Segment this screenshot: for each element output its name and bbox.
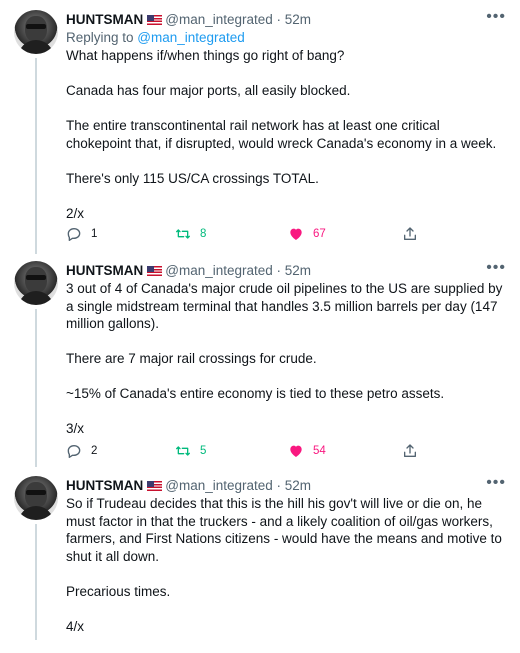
author-name[interactable]: HUNTSMAN	[66, 478, 144, 493]
tweet-paragraph: 2/x	[66, 205, 85, 221]
reply-button[interactable]	[66, 443, 97, 459]
like-button[interactable]	[288, 226, 326, 242]
author-name[interactable]: HUNTSMAN	[66, 263, 144, 278]
us-flag-icon	[147, 15, 162, 25]
tweet-paragraph: What happens if/when things go right of bang?	[66, 48, 345, 63]
share-button[interactable]	[402, 443, 418, 459]
retweet-button[interactable]	[175, 443, 206, 459]
avatar[interactable]	[14, 261, 58, 305]
timestamp[interactable]: · 52m	[276, 478, 312, 493]
retweet-button[interactable]	[175, 226, 206, 242]
thread-line	[35, 58, 37, 254]
reply-icon	[66, 443, 82, 459]
tweet-paragraph: Canada has four major ports, all easily blocked.	[66, 83, 351, 98]
tweet-header	[66, 477, 508, 495]
tweet-paragraph: 4/x	[66, 618, 85, 634]
tweet-paragraph: The entire transcontinental rail network has at least one critical chokepoint that, if disrupted, would wreck Canada's economy in a week.	[66, 118, 497, 151]
tweet-paragraph: ~15% of Canada's entire economy is tied to these petro assets.	[66, 386, 445, 401]
share-icon	[402, 226, 418, 242]
retweet-icon	[175, 443, 191, 459]
share-button[interactable]	[402, 226, 418, 242]
more-icon[interactable]: •••	[486, 259, 506, 276]
tweet-paragraph: There are 7 major rail crossings for crude.	[66, 351, 317, 366]
more-icon[interactable]: •••	[486, 8, 506, 25]
like-count: 67	[313, 228, 326, 240]
tweet-paragraph: 3/x	[66, 421, 85, 436]
retweet-count: 8	[200, 228, 207, 240]
author-name[interactable]: HUNTSMAN	[66, 12, 144, 27]
thread-line	[35, 524, 37, 640]
tweet-text	[66, 47, 508, 222]
thread-line	[35, 309, 37, 467]
us-flag-icon	[147, 481, 162, 491]
author-handle[interactable]: @man_integrated	[165, 478, 273, 493]
tweet-text	[66, 495, 508, 635]
reply-count: 1	[91, 228, 98, 240]
avatar[interactable]	[14, 476, 58, 520]
reply-count: 2	[91, 445, 98, 457]
retweet-icon	[175, 226, 191, 242]
tweet-actions	[66, 226, 508, 246]
tweet-actions	[66, 443, 508, 463]
share-icon	[402, 443, 418, 459]
tweet-paragraph: 3 out of 4 of Canada's major crude oil pipelines to the US are supplied by a single midstream terminal that handles 3.5 million barrels per day (147 million gallons).	[66, 281, 503, 331]
tweet-text	[66, 280, 508, 438]
replying-to: Replying to @man_integrated	[66, 30, 245, 45]
us-flag-icon	[147, 266, 162, 276]
timestamp[interactable]: · 52m	[276, 263, 312, 278]
author-handle[interactable]: @man_integrated	[165, 263, 273, 278]
tweet-paragraph: Precarious times.	[66, 583, 171, 599]
more-icon[interactable]: •••	[486, 474, 506, 491]
reply-button[interactable]	[66, 226, 97, 242]
tweet-paragraph: So if Trudeau decides that this is the hill his gov't will live or die on, he must factor in that the truckers - and a likely coalition of oil/gas workers, farmers, and First Nations citizens - would have the means and motive to shut it all down.	[66, 496, 502, 564]
like-button[interactable]	[288, 443, 326, 459]
heart-icon	[288, 226, 304, 242]
timestamp[interactable]: · 52m	[276, 12, 312, 27]
tweet-header	[66, 11, 508, 29]
author-handle[interactable]: @man_integrated	[165, 12, 273, 27]
reply-to-link[interactable]: @man_integrated	[137, 30, 245, 45]
tweet-paragraph: There's only 115 US/CA crossings TOTAL.	[66, 170, 319, 186]
like-count: 54	[313, 445, 326, 457]
tweet-header	[66, 262, 508, 280]
reply-icon	[66, 226, 82, 242]
avatar[interactable]	[14, 10, 58, 54]
retweet-count: 5	[200, 445, 207, 457]
heart-icon	[288, 443, 304, 459]
